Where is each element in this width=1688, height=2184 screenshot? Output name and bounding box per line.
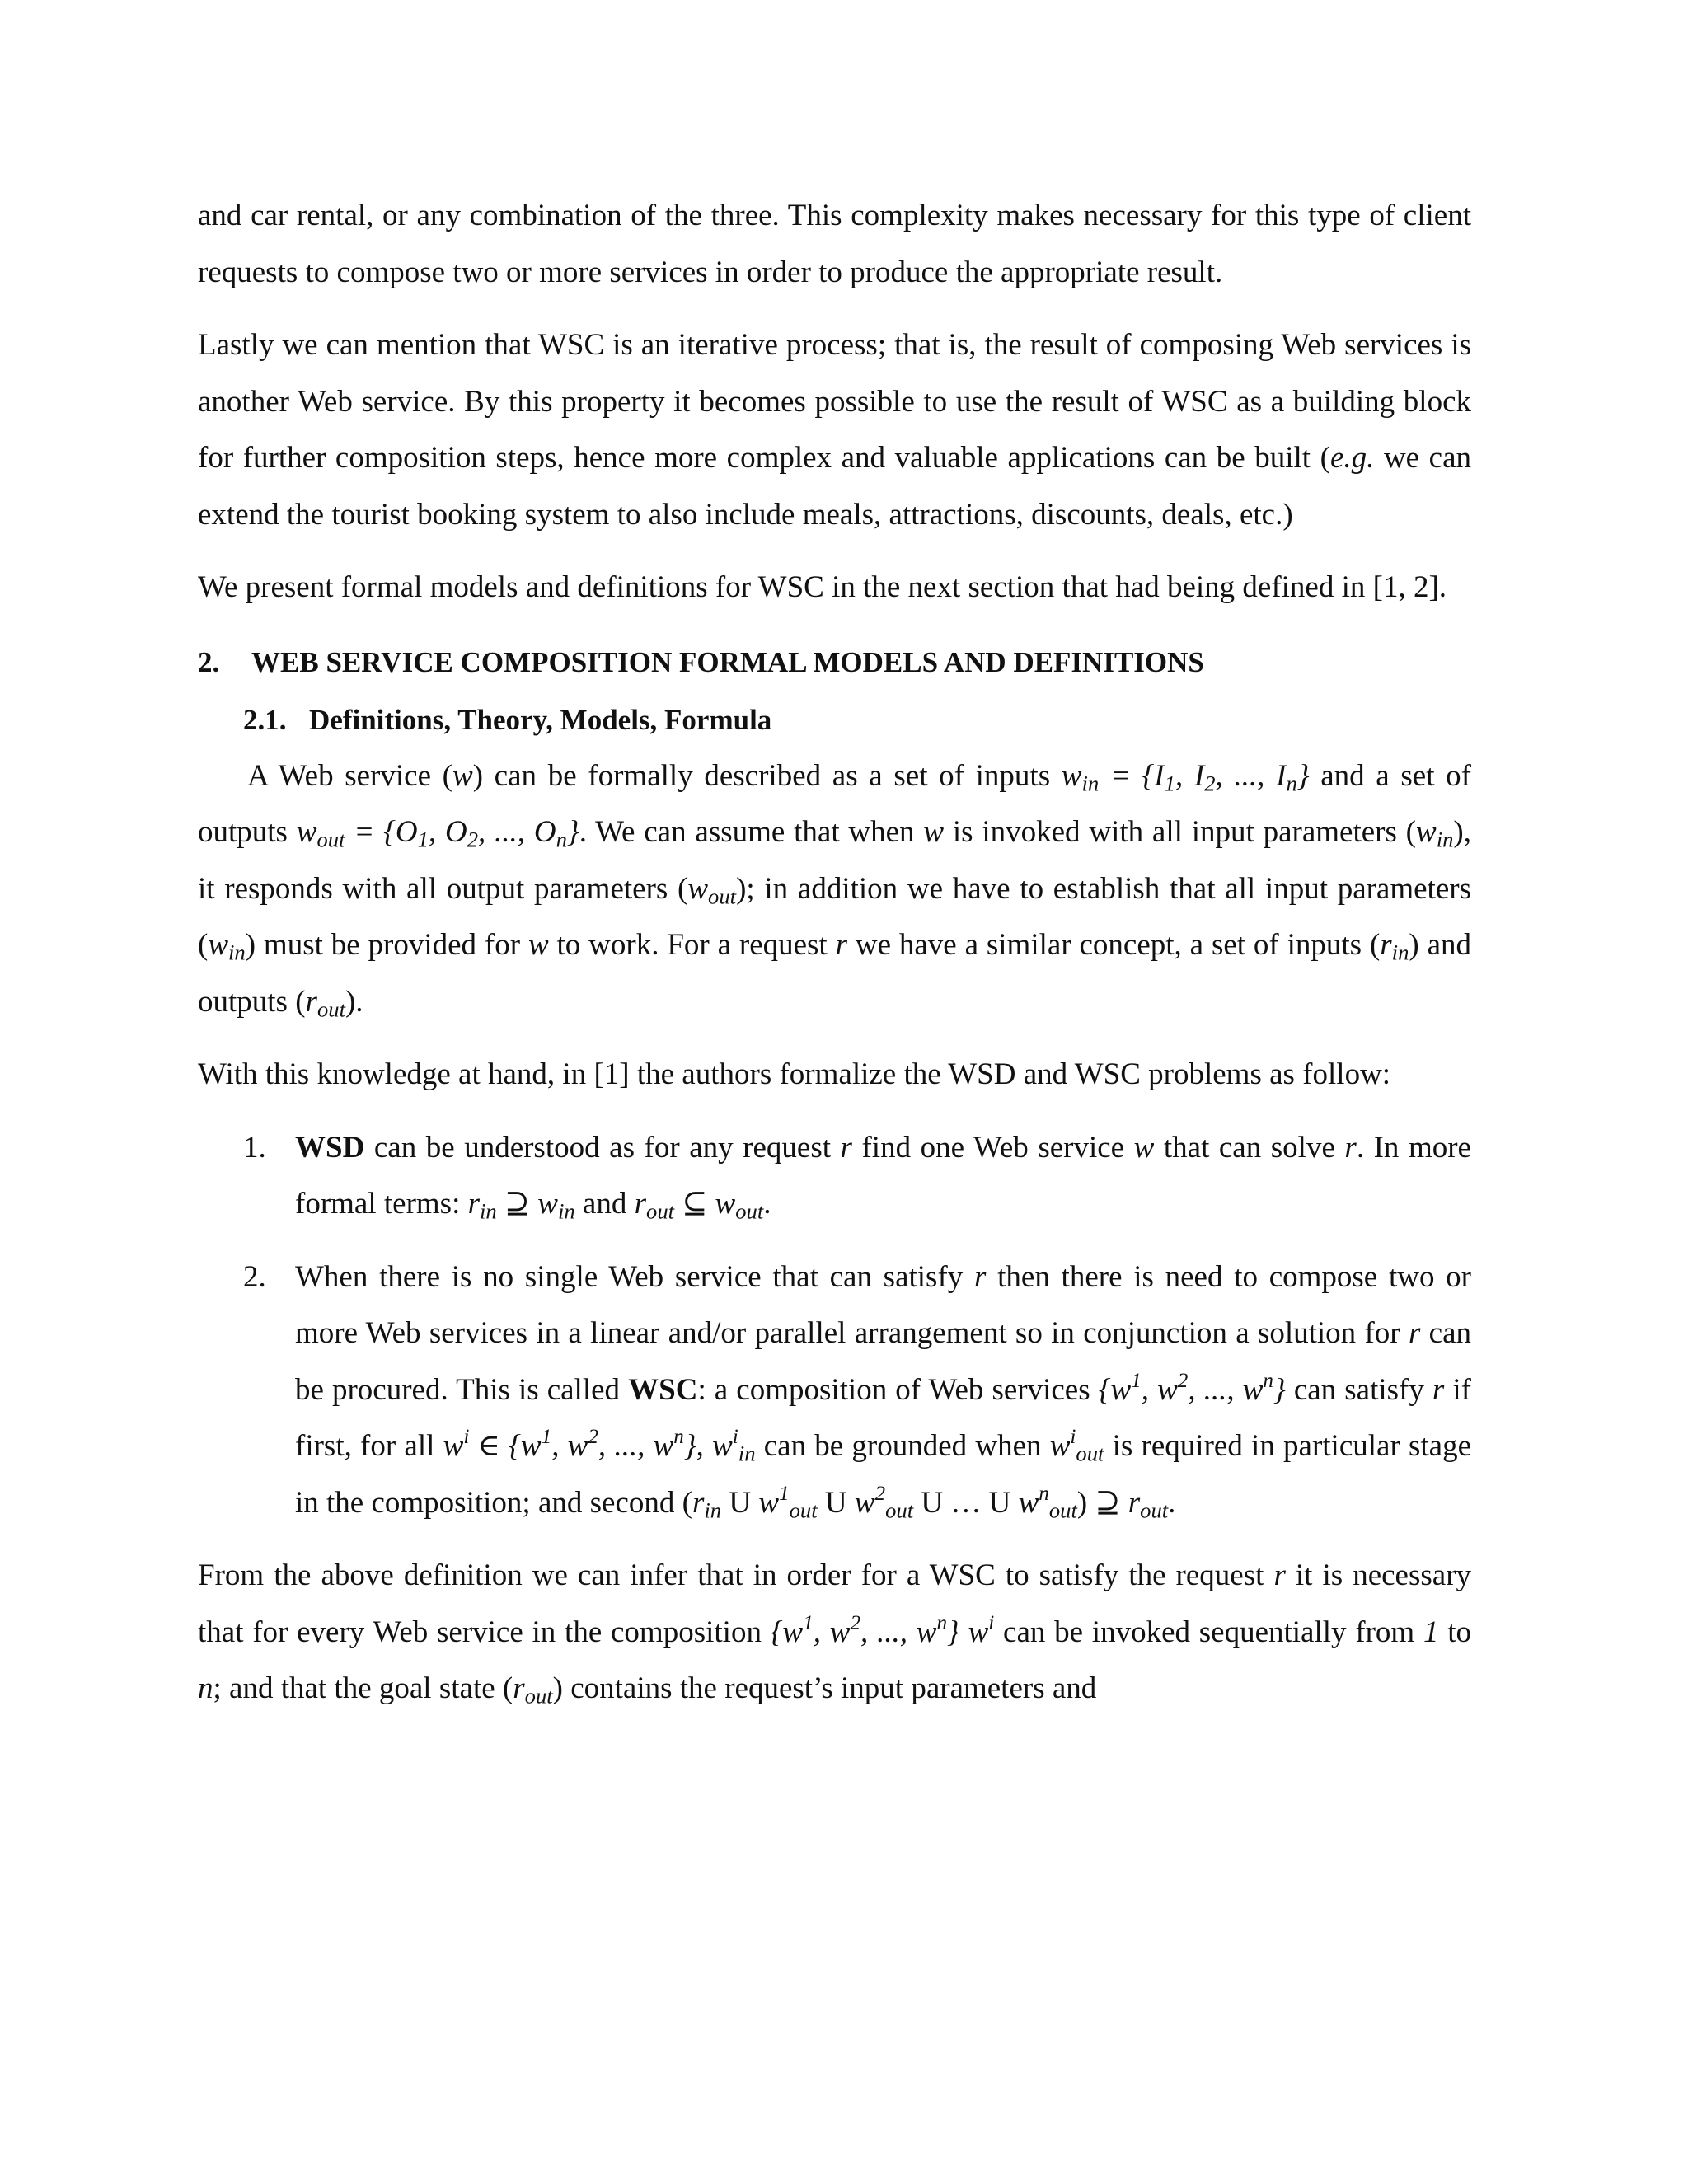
page-body bbox=[198, 188, 1471, 1718]
list-marker: 2. bbox=[243, 1259, 266, 1294]
eg-abbrev: e.g. bbox=[1329, 441, 1375, 475]
paragraph-2-text-end: we can extend the tourist booking system to also include meals, attractions, discounts, deals, etc.) bbox=[198, 441, 1471, 532]
paragraph-1: and car rental, or any combination of the three. This complexity makes necessary for this type of client requests to compose two or more services in order to produce the appropriate result. bbox=[198, 199, 1471, 289]
paragraph-2-text: Lastly we can mention that WSC is an iterative process; that is, the result of composing Web services is another Web service. By this property it becomes possible to use the result of WSC as a building block for further composition steps, hence more complex and valuable applications can be built ( bbox=[198, 328, 1471, 475]
list-item: 2. When there is no single Web service that can satisfy r then there is need to compose two or more Web services in a linear and/or parallel arrangement so in conjunction a solution for r can be procured. This is called WSC: a composition of Web services {$w^1$, $w^2$, ..., $w^n$} can satisfy r if first, for all $w^i$ ∈ {$w^1$, $w^2$, ..., $w^n$}, $w^i_{in}$ can be grounded when $w^i_{out}$ is required in particular stage in the composition; and second ($r_{in}$ U $w^1_{out}$ U $w^2_{out}$ U … U $w^n_{out}$) ⊇ $r_{out}$. bbox=[198, 1249, 1471, 1532]
list-marker: 1. bbox=[243, 1130, 266, 1165]
knowledge-paragraph: With this knowledge at hand, in [1] the authors formalize the WSD and WSC problems as follow: bbox=[198, 1057, 1391, 1091]
subsection-heading bbox=[243, 692, 1471, 748]
paragraph-3: We present formal models and definitions for WSC in the next section that had being defined in [1, 2]. bbox=[198, 570, 1447, 604]
section-heading bbox=[198, 635, 1471, 691]
section-title: WEB SERVICE COMPOSITION FORMAL MODELS AND DEFINITIONS bbox=[251, 645, 1204, 678]
list-item: 1. WSD can be understood as for any request r find one Web service w that can solve r. In more formal terms: $r_{in}$ ⊇ $w_{in}$ and $r_{out}$ ⊆ $w_{out}$. bbox=[198, 1120, 1471, 1233]
final-paragraph: From the above definition we can infer that in order for a WSC to satisfy the request r it is necessary that for every Web service in the composition {$w^1$, $w^2$, ..., $w^n$} $w^i$ can be invoked sequentially from 1 to n; and that the goal state $(r_{out})$ contains the request’s input parameters and bbox=[198, 1558, 1472, 1708]
definition-paragraph: A Web service (w) can be formally described as a set of inputs $w_{in} = \{I_1$, $I_2$, ..., $I_n$} and a set of outputs $w_{out} = \{O_1$, $O_2$, ..., $O_n$}. We can assume that when w is invoked with all input parameters $(w_{in})$, it responds with all output parameters $(w_{out})$; in addition we have to establish that all input parameters $(w_{in})$ must be provided for w to work. For a request r we have a similar concept, a set of inputs $(r_{in})$ and outputs $(r_{out})$. bbox=[198, 758, 1472, 1022]
subsection-number: 2.1. bbox=[243, 703, 287, 736]
definitions-list bbox=[198, 1120, 1471, 1532]
paragraph-2 bbox=[198, 317, 1471, 543]
section-number: 2. bbox=[198, 645, 220, 678]
subsection-title: Definitions, Theory, Models, Formula bbox=[309, 703, 772, 736]
